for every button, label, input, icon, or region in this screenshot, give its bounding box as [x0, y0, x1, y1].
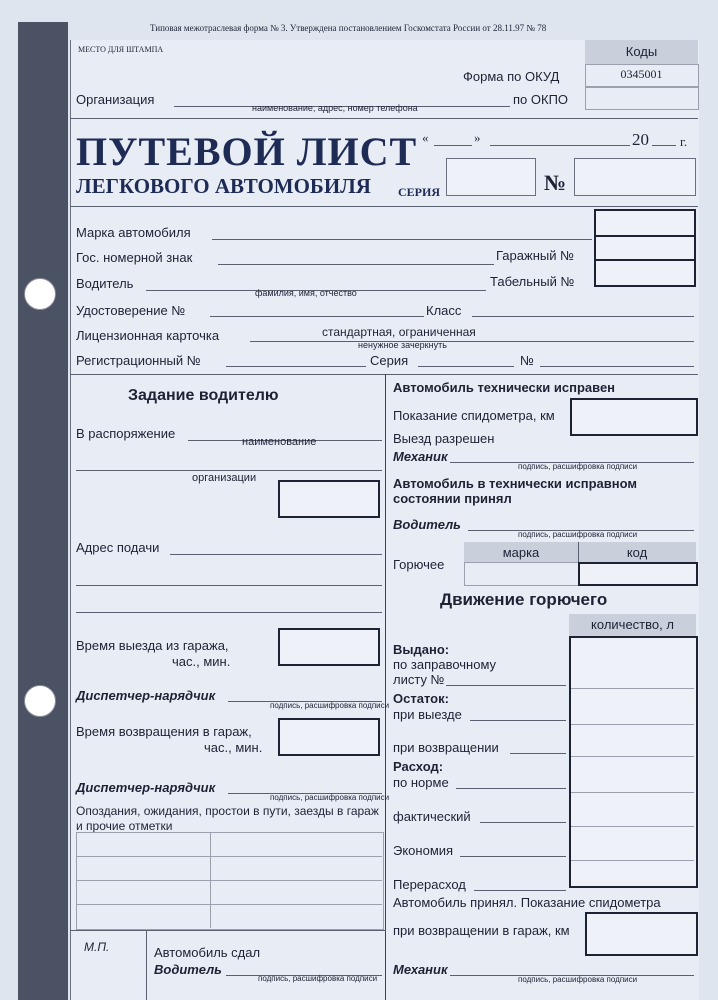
class-label: Класс — [426, 303, 462, 318]
column-divider — [385, 374, 386, 1000]
odometer-box[interactable] — [570, 398, 698, 436]
mechanic-sign-hint: подпись, расшифровка подписи — [518, 462, 638, 471]
series-input[interactable] — [446, 158, 536, 196]
return-time-label: Время возвращения в гараж, — [76, 724, 252, 739]
economy-line — [460, 856, 566, 857]
delays-grid — [76, 832, 384, 930]
tab-no-box[interactable] — [594, 259, 696, 287]
series-label: СЕРИЯ — [398, 185, 440, 199]
other-marks-label: и прочие отметки — [76, 819, 173, 833]
dispatcher-sign-hint-1: подпись, расшифровка подписи — [270, 701, 390, 710]
driver-label: Водитель — [76, 276, 134, 291]
title-line2: ЛЕГКОВОГО АВТОМОБИЛЯ — [76, 174, 371, 198]
at-return-label: при возвращении — [393, 740, 499, 755]
accepted-label-1: Автомобиль в технически исправном — [393, 476, 637, 491]
delays-row-3 — [76, 904, 382, 905]
punch-hole-top — [24, 278, 56, 310]
fio-hint: фамилия, имя, отчество — [255, 288, 357, 298]
depart-hm-label: час., мин. — [172, 654, 231, 669]
disposal-label: В распоряжение — [76, 426, 176, 441]
reg-series-label: Серия — [370, 353, 409, 368]
license-line — [210, 316, 424, 317]
mechanic-sign-hint-2: подпись, расшифровка подписи — [518, 975, 638, 984]
year-line — [652, 145, 676, 146]
left-bottom-divider — [70, 930, 386, 931]
fuel-qty-column[interactable] — [569, 636, 698, 888]
handed-label: Автомобиль сдал — [154, 945, 261, 960]
vehicle-divider — [70, 374, 698, 375]
reg-label: Регистрационный № — [76, 353, 201, 368]
okpo-cell — [585, 86, 699, 110]
at-depart-line — [470, 720, 566, 721]
accepted-sign-hint: подпись, расшифровка подписи — [518, 530, 638, 539]
name-hint: наименование — [242, 436, 317, 448]
year-suffix: г. — [680, 134, 688, 149]
task-title: Задание водителю — [128, 387, 279, 404]
org-hint: организации — [192, 472, 257, 484]
plate-line — [218, 264, 494, 265]
accepted-label-2: состоянии принял — [393, 491, 512, 506]
qty-row-2 — [571, 724, 694, 725]
disposal-line-2 — [76, 470, 382, 471]
form-top-note: Типовая межотраслевая форма № 3. Утверждена постановлением Госкомстата России от 28.11.97 № 78 — [150, 23, 547, 33]
fuel-movement-title: Движение горючего — [440, 590, 608, 609]
brand-label: Марка автомобиля — [76, 225, 191, 240]
month-line — [490, 145, 630, 146]
norm-line — [456, 788, 566, 789]
actual-label: фактический — [393, 809, 471, 824]
dispatcher-label-1: Диспетчер-нарядчик — [76, 688, 216, 703]
tab-no-label: Табельный № — [490, 274, 575, 289]
brand-code-box[interactable] — [594, 209, 696, 237]
by-card-label-1: по заправочному — [393, 657, 497, 672]
delays-label: Опоздания, ожидания, простои в пути, заезды в гараж — [76, 804, 379, 818]
binding-strip — [18, 22, 68, 1000]
issued-label: Выдано: — [393, 642, 450, 657]
class-line — [472, 316, 694, 317]
economy-label: Экономия — [393, 843, 454, 858]
dispatcher-label-2: Диспетчер-нарядчик — [76, 780, 216, 795]
overuse-label: Перерасход — [393, 877, 466, 892]
header-divider — [70, 118, 698, 119]
by-card-line — [446, 685, 566, 686]
mechanic-label: Механик — [393, 449, 448, 464]
card-line — [250, 341, 694, 342]
organization-label: Организация — [76, 92, 155, 107]
codes-label: Коды — [625, 44, 658, 59]
number-sign: № — [544, 170, 567, 195]
fuel-code-header: код — [626, 545, 648, 560]
accepted-driver-label: Водитель — [393, 517, 461, 532]
qty-row-4 — [571, 792, 694, 793]
odometer-label: Показание спидометра, км — [393, 408, 555, 423]
address-line-1 — [170, 554, 382, 555]
car-accepted-label: Автомобиль принял. Показание спидометра — [393, 895, 661, 910]
reg-line — [226, 366, 366, 367]
number-input[interactable] — [574, 158, 696, 196]
actual-line — [480, 822, 566, 823]
garage-no-box[interactable] — [594, 235, 696, 261]
title-divider — [70, 206, 698, 207]
address-line-3 — [76, 612, 382, 613]
return-time-box[interactable] — [278, 718, 380, 756]
quote-close: » — [474, 130, 481, 145]
delays-row-2 — [76, 880, 382, 881]
return-hm-label: час., мин. — [204, 740, 263, 755]
address-label: Адрес подачи — [76, 540, 160, 555]
year-prefix: 20 — [632, 130, 649, 149]
at-return-line — [510, 753, 566, 754]
handed-driver-label: Водитель — [154, 962, 222, 977]
okud-value: 0345001 — [620, 67, 663, 81]
allowed-label: Выезд разрешен — [393, 431, 495, 446]
depart-time-box[interactable] — [278, 628, 380, 666]
at-depart-label: при выезде — [393, 707, 462, 722]
norm-label: по норме — [393, 775, 449, 790]
mp-divider — [146, 930, 147, 1000]
license-label: Удостоверение № — [76, 303, 186, 318]
qty-row-5 — [571, 826, 694, 827]
delays-row-1 — [76, 856, 382, 857]
address-line-2 — [76, 585, 382, 586]
card-label: Лицензионная карточка — [76, 328, 220, 343]
fuel-label: Горючее — [393, 557, 445, 572]
mp-label: М.П. — [84, 940, 110, 954]
fuel-mark-input[interactable] — [464, 562, 580, 586]
title-line1: ПУТЕВОЙ ЛИСТ — [76, 129, 418, 174]
card-hint: стандартная, ограниченная — [322, 325, 476, 339]
by-card-label-2: листу № — [393, 672, 445, 687]
depart-time-label: Время выезда из гаража, — [76, 638, 229, 653]
qty-header: количество, л — [591, 617, 674, 632]
handed-sign-hint: подпись, расшифровка подписи — [258, 974, 378, 983]
plate-label: Гос. номерной знак — [76, 250, 193, 265]
quote-open: « — [422, 130, 429, 145]
punch-hole-bottom — [24, 685, 56, 717]
okpo-label: по ОКПО — [513, 92, 569, 107]
tech-ok-label: Автомобиль технически исправен — [393, 380, 616, 395]
fuel-code-box[interactable] — [578, 562, 698, 586]
at-return-garage-label: при возвращении в гараж, км — [393, 923, 570, 938]
qty-row-6 — [571, 860, 694, 861]
reg-series-line — [418, 366, 514, 367]
fuel-mark-header: марка — [502, 545, 540, 560]
reg-no-line — [540, 366, 694, 367]
organization-hint: наименование, адрес, номер телефона — [252, 103, 418, 113]
okud-label: Форма по ОКУД — [463, 69, 560, 84]
rest-label: Остаток: — [393, 691, 449, 706]
card-hint-strike: ненужное зачеркнуть — [358, 340, 447, 350]
mechanic-label-2: Механик — [393, 962, 448, 977]
stamp-place: МЕСТО ДЛЯ ШТАМПА — [78, 45, 164, 54]
garage-no-label: Гаражный № — [496, 248, 575, 263]
brand-line — [212, 239, 592, 240]
day-line — [434, 145, 472, 146]
reg-no-label: № — [520, 353, 534, 368]
dispatcher-sign-hint-2: подпись, расшифровка подписи — [270, 793, 390, 802]
usage-label: Расход: — [393, 759, 444, 774]
overuse-line — [474, 890, 566, 891]
delays-col — [210, 832, 211, 928]
org-code-box[interactable] — [278, 480, 380, 518]
return-odometer-box[interactable] — [585, 912, 698, 956]
qty-row-3 — [571, 756, 694, 757]
qty-row-1 — [571, 688, 694, 689]
